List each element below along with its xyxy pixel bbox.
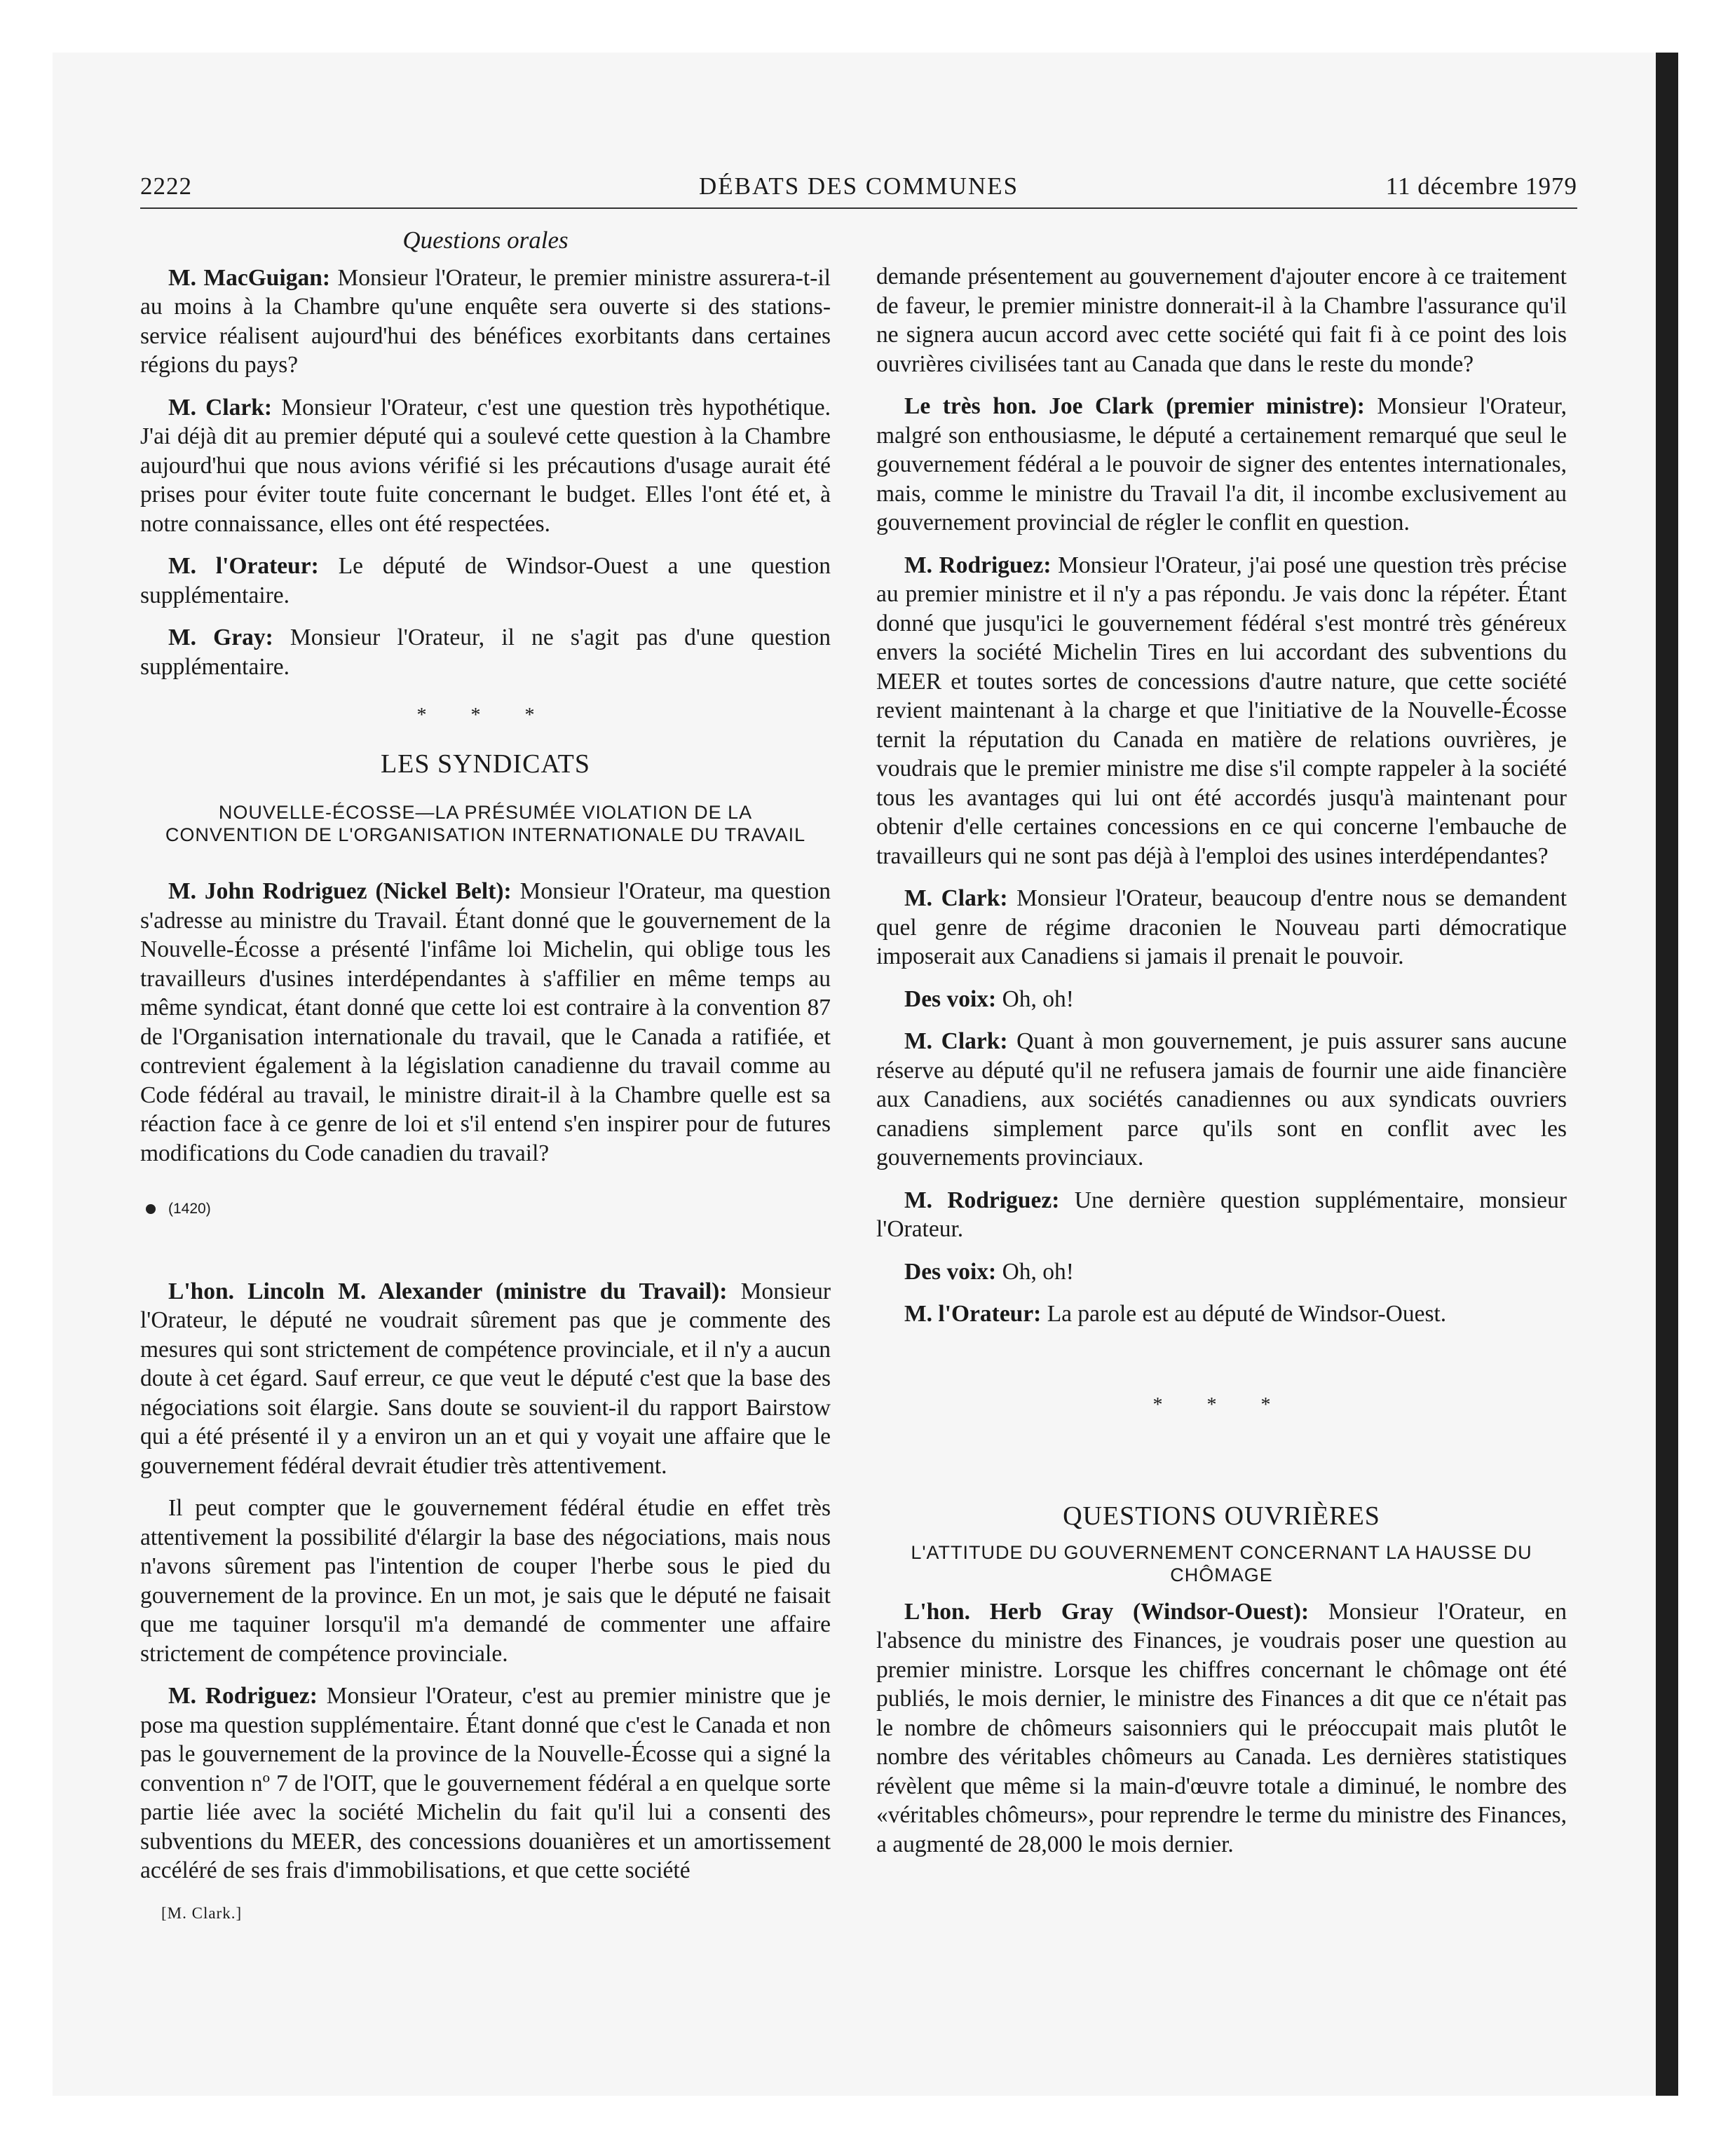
speaker-name: M. l'Orateur: — [904, 1301, 1042, 1327]
section-subheading: L'ATTITUDE DU GOUVERNEMENT CONCERNANT LA HAUSSE DU CHÔMAGE — [911, 1541, 1532, 1585]
page-number: 2222 — [140, 172, 192, 200]
speaker-name: M. MacGuigan: — [168, 264, 330, 291]
speaker-name: Le très hon. Joe Clark (premier ministre): — [904, 393, 1365, 419]
publication-title: DÉBATS DES COMMUNES — [698, 172, 1019, 200]
paragraph — [876, 392, 1567, 538]
paragraph — [140, 1681, 831, 1885]
publication-date: 11 décembre 1979 — [1385, 172, 1577, 200]
paragraph — [876, 551, 1567, 871]
paragraph-text: Monsieur l'Orateur, malgré son enthousiasme, le député a certainement remarqué que seul le gouvernement fédéral a le pouvoir de signer des ententes internationales, mais, comme le ministre du Travail l'a dit, il incombe exclusivement au gouvernement provincial de régler le conflit en question. — [876, 393, 1567, 535]
speaker-name: M. Rodriguez: — [168, 1683, 318, 1709]
paragraph-text: Monsieur l'Orateur, j'ai posé une question très précise au premier ministre et il n'y a pas répondu. Je vais donc la répéter. Étant donné que jusqu'ici le gouvernement fédéral s'est montré très généreux envers la société Michelin Tires en lui accordant des subventions du MEER et toutes sortes de concessions d'autre nature, que cette société revient maintenant à la charge et que l'initiative de la Nouvelle-Écosse ternit la réputation du Canada en matière de relations ouvrières, je voudrais que le premier ministre me dise s'il compte rappeler à la société tous les avantages qui lui ont été accordés jusqu'à maintenant pour obtenir d'elle certaines concessions en ce qui concerne l'embauche de travailleurs qui ne sont pas déjà à l'emploi des usines interdépendantes? — [876, 552, 1567, 869]
paragraph — [876, 1186, 1567, 1244]
speaker-name: M. Rodriguez: — [904, 1187, 1060, 1213]
speaker-name: M. Clark: — [168, 394, 273, 421]
paragraph-text: Une dernière question supplémentaire, monsieur l'Orateur. — [876, 1187, 1567, 1242]
speaker-name: Des voix: — [904, 1258, 997, 1285]
speaker-name: M. Gray: — [168, 625, 273, 650]
paragraph-text: Monsieur l'Orateur, il ne s'agit pas d'une question supplémentaire. — [140, 625, 831, 680]
speaker-name: M. Clark: — [904, 885, 1008, 911]
paragraph — [876, 262, 1567, 378]
speaker-name: M. John Rodriguez (Nickel Belt): — [168, 878, 512, 904]
header-rule — [140, 207, 1577, 209]
continuation-note: [M. Clark.] — [161, 1904, 243, 1922]
paragraph-text: Monsieur l'Orateur, en l'absence du ministre des Finances, je voudrais poser une question au premier ministre. Lorsque les chiffres concernant le chômage ont été publiés, le mois dernier, le ministre des Finances a dit que ce n'était pas le nombre de chômeurs saisonniers qui le préoccupait mais plutôt le nombre des véritables chômeurs au Canada. Les dernières statistiques révèlent que même si la main-d'œuvre totale a diminué, le nombre des «véritables chômeurs», pour reprendre le terme du ministre des Finances, a augmenté de 28,000 le mois dernier. — [876, 1598, 1567, 1857]
speaker-name: M. Rodriguez: — [904, 552, 1052, 578]
paragraph-text: Monsieur l'Orateur, c'est au premier ministre que je pose ma question supplémentaire. Étant donné que c'est le Canada et non pas le gouvernement de la province de la Nouvelle-Écosse qui a signé la convention nº 7 de l'OIT, que le gouvernement fédéral a en quelque sorte partie liée avec la société Michelin du fait qu'il lui a consenti des subventions du MEER, des concessions douanières et un amortissement accéléré de ses frais d'immobilisations, et que cette société — [140, 1683, 831, 1883]
section-subheading: NOUVELLE-ÉCOSSE—LA PRÉSUMÉE VIOLATION DE LA CONVENTION DE L'ORGANISATION INTERNATIONALE DU TRAVAIL — [165, 802, 806, 845]
paragraph-text: Le député de Windsor-Ouest a une question supplémentaire. — [140, 553, 831, 608]
paragraph-text: demande présentement au gouvernement d'ajouter encore à ce traitement de faveur, le premier ministre donnerait-il à la Chambre l'assurance qu'il ne signera aucun accord avec cette société qui fait fi à ce point des lois ouvrières civilisées tant au Canada que dans le reste du monde? — [876, 264, 1567, 377]
paragraph-text: Il peut compter que le gouvernement fédéral étudie en effet très attentivement la possibilité d'élargir la base des négociations, mais nous n'avons sûrement pas l'intention de couper l'herbe sous le pied du gouvernement de la province. En un mot, je sais que le député ne faisait que me taquiner lorsqu'il m'a demandé de commenter une affaire strictement de compétence provinciale. — [140, 1495, 831, 1667]
paragraph — [876, 985, 1567, 1014]
paragraph-text: Oh, oh! — [996, 1258, 1074, 1285]
paragraph — [140, 264, 831, 380]
speaker-name: Des voix: — [904, 985, 997, 1012]
paragraph-text: Monsieur l'Orateur, ma question s'adresse au ministre du Travail. Étant donné que le gouvernement de la Nouvelle-Écosse a présenté l'infâme loi Michelin, qui oblige tous les travailleurs d'usines interdépendantes à s'affilier en même temps au même syndicat, étant donné que cette loi est contraire à la convention 87 de l'Organisation internationale du travail, que le Canada a ratifiée, et contrevient également à la législation canadienne du travail comme au Code fédéral au travail, le ministre dirait-il à la Chambre quelle est sa réaction face à ce genre de loi et s'il entend s'en inspirer pour de futures modifications du Code canadien du travail? — [140, 878, 831, 1166]
speaker-name: M. Clark: — [904, 1028, 1008, 1054]
time-marker-text: (1420) — [168, 1201, 211, 1217]
paragraph — [876, 884, 1567, 971]
section-separator: * * * — [1152, 1393, 1291, 1416]
paragraph — [140, 877, 831, 1168]
bullet-icon — [146, 1204, 156, 1214]
scan-edge-bar — [1656, 53, 1678, 2096]
paragraph — [140, 623, 831, 681]
paragraph — [876, 1027, 1567, 1173]
paragraph-text: La parole est au député de Windsor-Ouest. — [1041, 1301, 1447, 1327]
paragraph-text: Monsieur l'Orateur, c'est une question très hypothétique. J'ai déjà dit au premier député qui a soulevé cette question à la Chambre aujourd'hui que nous avions vérifié si les précautions d'usage aurait été prises pour éviter toute fuite concernant le budget. Elles l'ont été et, à notre connaissance, elles ont été respectées. — [140, 394, 831, 537]
paragraph — [876, 1299, 1567, 1329]
paragraph — [876, 1257, 1567, 1287]
speaker-name: L'hon. Lincoln M. Alexander (ministre du Travail): — [168, 1278, 728, 1304]
time-marker — [140, 1194, 831, 1224]
paragraph-text: Oh, oh! — [996, 985, 1074, 1012]
section-label: Questions orales — [402, 226, 569, 254]
section-heading: QUESTIONS OUVRIÈRES — [1063, 1501, 1380, 1531]
right-column — [876, 262, 1567, 1872]
section-heading: LES SYNDICATS — [380, 749, 591, 779]
paragraph — [140, 1277, 831, 1481]
paragraph-text: Monsieur l'Orateur, le premier ministre assurera-t-il au moins à la Chambre qu'une enquête sera ouverte si des stations-service réalisent aujourd'hui des bénéfices exorbitants dans certaines régions du pays? — [140, 264, 831, 378]
section-separator: * * * — [416, 704, 554, 726]
paragraph — [140, 393, 831, 539]
paragraph-text: Monsieur l'Orateur, le député ne voudrait sûrement pas que je commente des mesures qui sont strictement de compétence provinciale, et il n'y a aucun doute à cet égard. Sauf erreur, ce que veut le député c'est que la base des négociations soit élargie. Sans doute se souvient-il du rapport Bairstow qui a été présenté il y a environ un an et qui y voyait une affaire que le gouvernement fédéral devrait étudier très attentivement. — [140, 1278, 831, 1479]
paragraph — [876, 1597, 1567, 1860]
page-header — [140, 172, 1577, 203]
speaker-name: M. l'Orateur: — [168, 553, 319, 579]
paragraph — [140, 1494, 831, 1668]
paragraph-text: Monsieur l'Orateur, beaucoup d'entre nous se demandent quel genre de régime draconien le Nouveau parti démocratique imposerait aux Canadiens si jamais il prenait le pouvoir. — [876, 885, 1567, 969]
paragraph — [140, 552, 831, 610]
speaker-name: L'hon. Herb Gray (Windsor-Ouest): — [904, 1598, 1309, 1625]
paragraph-text: Quant à mon gouvernement, je puis assurer sans aucune réserve au député qu'il ne refusera jamais de fournir une aide financière aux Canadiens, aux sociétés canadiennes ou aux syndicats ouvriers canadiens simplement parce qu'ils sont en conflit avec les gouvernements provinciaux. — [876, 1028, 1567, 1171]
left-column — [140, 226, 831, 1928]
